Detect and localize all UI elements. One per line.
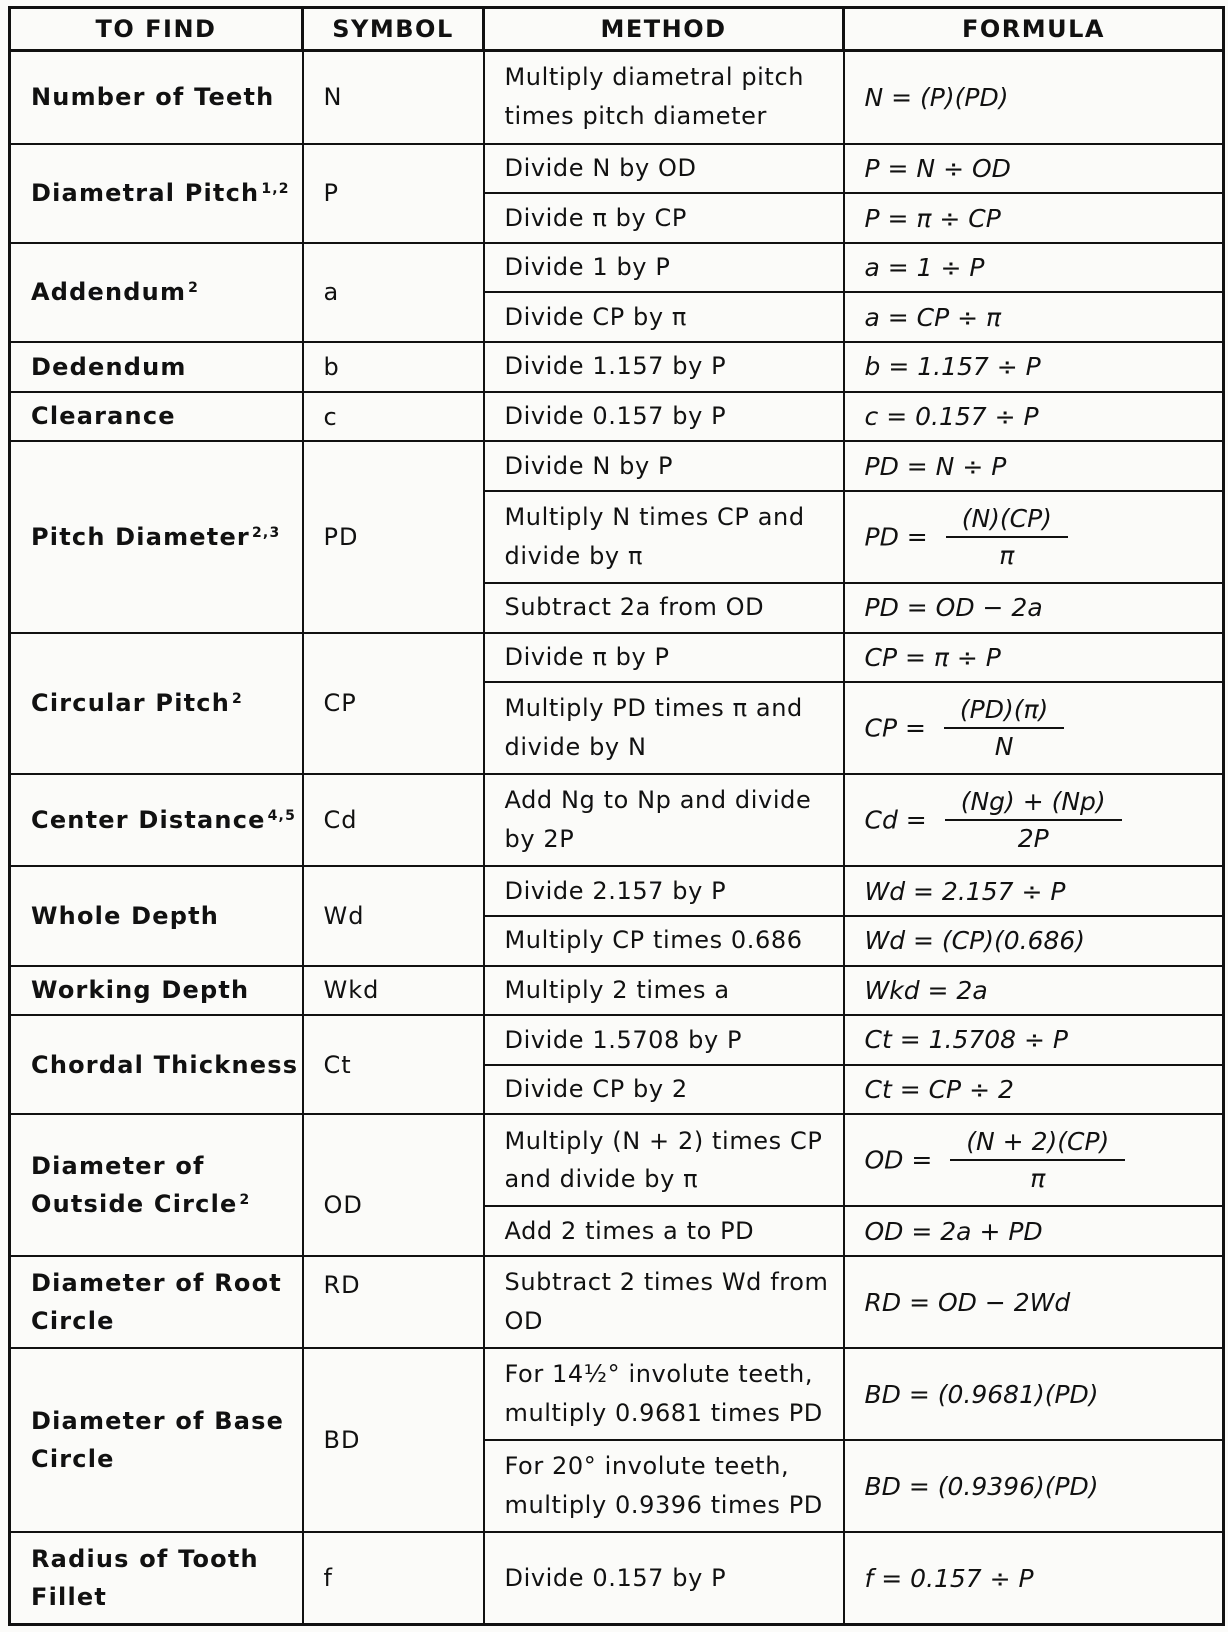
fraction-denominator: 2P bbox=[1017, 824, 1049, 854]
formula-cell: a = CP ÷ π bbox=[844, 292, 1224, 342]
formula-lhs: Cd = bbox=[864, 805, 927, 835]
method-cell: Subtract 2 times Wd from OD bbox=[484, 1256, 844, 1348]
to-find-cell: Addendum $^2$ bbox=[10, 243, 303, 342]
to-find-cell: Diametral Pitch $^{1,2}$ bbox=[10, 144, 303, 243]
fraction-numerator: (N + 2)(CP) bbox=[950, 1127, 1125, 1161]
formula-cell: P = π ÷ CP bbox=[844, 193, 1224, 243]
formula-cell: f = 0.157 ÷ P bbox=[844, 1532, 1224, 1624]
method-cell: Divide N by OD bbox=[484, 144, 844, 194]
symbol-cell: a bbox=[303, 243, 484, 342]
table-row bbox=[10, 1114, 1224, 1206]
fraction bbox=[944, 695, 1064, 761]
to-find-cell: Pitch Diameter $^{2,3}$ bbox=[10, 441, 303, 632]
fraction-numerator: (N)(CP) bbox=[946, 504, 1068, 538]
formula-cell bbox=[844, 491, 1224, 583]
formula-cell: Wd = (CP)(0.686) bbox=[844, 916, 1224, 966]
symbol-cell: BD bbox=[303, 1348, 484, 1532]
formula-cell: c = 0.157 ÷ P bbox=[844, 392, 1224, 442]
table-row bbox=[10, 1256, 1224, 1348]
symbol-cell: Cd bbox=[303, 774, 484, 866]
method-cell: Multiply diametral pitch times pitch diameter bbox=[484, 51, 844, 144]
symbol-cell: b bbox=[303, 342, 484, 392]
method-cell: Divide 1 by P bbox=[484, 243, 844, 293]
footnote-ref: 2 bbox=[232, 691, 243, 708]
header-symbol: SYMBOL bbox=[303, 8, 484, 51]
to-find-cell: Chordal Thickness bbox=[10, 1015, 303, 1114]
footnote-ref: 2,3 bbox=[251, 524, 281, 541]
method-cell: For 20° involute teeth, multiply 0.9396 times PD bbox=[484, 1440, 844, 1532]
method-cell: Multiply N times CP and divide by π bbox=[484, 491, 844, 583]
to-find-cell: Circular Pitch $^2$ bbox=[10, 633, 303, 775]
formula-cell: CP = π ÷ P bbox=[844, 633, 1224, 683]
fraction-denominator: π bbox=[1030, 1164, 1046, 1194]
header-to-find: TO FIND bbox=[10, 8, 303, 51]
to-find-cell: Diameter of Root Circle bbox=[10, 1256, 303, 1348]
symbol-cell: N bbox=[303, 51, 484, 144]
table-row bbox=[10, 1348, 1224, 1440]
table-row bbox=[10, 1532, 1224, 1624]
footnote-ref: 2 bbox=[239, 1192, 251, 1209]
table-row bbox=[10, 441, 1224, 491]
formula-cell bbox=[844, 682, 1224, 774]
method-cell: Divide 1.5708 by P bbox=[484, 1015, 844, 1065]
formula-cell: PD = OD − 2a bbox=[844, 583, 1224, 633]
fraction bbox=[950, 1127, 1125, 1193]
footnote-ref: 2 bbox=[188, 280, 200, 297]
method-cell: Divide 1.157 by P bbox=[484, 342, 844, 392]
table-row bbox=[10, 774, 1224, 866]
symbol-cell: Wkd bbox=[303, 966, 484, 1016]
method-cell: Divide 0.157 by P bbox=[484, 1532, 844, 1624]
fraction-numerator: (Ng) + (Np) bbox=[945, 787, 1122, 821]
formula-lhs: CP = bbox=[864, 713, 926, 743]
method-cell: Divide CP by π bbox=[484, 292, 844, 342]
method-cell: Divide N by P bbox=[484, 441, 844, 491]
method-cell: Add Ng to Np and divide by 2P bbox=[484, 774, 844, 866]
table-row bbox=[10, 392, 1224, 442]
symbol-cell: c bbox=[303, 392, 484, 442]
table-row bbox=[10, 144, 1224, 194]
formula-lhs: PD = bbox=[864, 522, 928, 552]
table-row bbox=[10, 243, 1224, 293]
method-cell: Multiply PD times π and divide by N bbox=[484, 682, 844, 774]
symbol-cell: Ct bbox=[303, 1015, 484, 1114]
table-row bbox=[10, 966, 1224, 1016]
method-cell: Divide π by CP bbox=[484, 193, 844, 243]
table-row bbox=[10, 1015, 1224, 1065]
fraction bbox=[946, 504, 1068, 570]
symbol-cell: Wd bbox=[303, 866, 484, 965]
header-row bbox=[10, 8, 1224, 51]
formula-cell: P = N ÷ OD bbox=[844, 144, 1224, 194]
formula-cell: RD = OD − 2Wd bbox=[844, 1256, 1224, 1348]
method-cell: Subtract 2a from OD bbox=[484, 583, 844, 633]
method-cell: Divide π by P bbox=[484, 633, 844, 683]
formula-cell: N = (P)(PD) bbox=[844, 51, 1224, 144]
formula-cell bbox=[844, 774, 1224, 866]
formula-cell: Wd = 2.157 ÷ P bbox=[844, 866, 1224, 916]
formula-cell: BD = (0.9681)(PD) bbox=[844, 1348, 1224, 1440]
method-cell: Multiply 2 times a bbox=[484, 966, 844, 1016]
to-find-cell: Dedendum bbox=[10, 342, 303, 392]
symbol-cell: CP bbox=[303, 633, 484, 775]
formula-cell: PD = N ÷ P bbox=[844, 441, 1224, 491]
symbol-cell: f bbox=[303, 1532, 484, 1624]
fraction-denominator: N bbox=[994, 732, 1014, 762]
to-find-cell: Diameter of Base Circle bbox=[10, 1348, 303, 1532]
footnote-ref: 1,2 bbox=[261, 180, 290, 197]
method-cell: Add 2 times a to PD bbox=[484, 1206, 844, 1256]
symbol-cell: PD bbox=[303, 441, 484, 632]
table-row bbox=[10, 633, 1224, 683]
formula-lhs: OD = bbox=[864, 1145, 933, 1175]
table-row bbox=[10, 866, 1224, 916]
header-formula: FORMULA bbox=[844, 8, 1224, 51]
fraction bbox=[945, 787, 1122, 853]
fraction-numerator: (PD)(π) bbox=[944, 695, 1064, 729]
to-find-cell: Diameter of Outside Circle $^2$ bbox=[10, 1114, 303, 1256]
formula-cell: b = 1.157 ÷ P bbox=[844, 342, 1224, 392]
method-cell: Multiply CP times 0.686 bbox=[484, 916, 844, 966]
footnote-ref: 4,5 bbox=[267, 808, 297, 825]
symbol-cell: OD bbox=[303, 1114, 484, 1256]
gear-formula-table bbox=[8, 6, 1225, 1626]
method-cell: Divide CP by 2 bbox=[484, 1065, 844, 1115]
to-find-cell: Number of Teeth bbox=[10, 51, 303, 144]
to-find-cell: Working Depth bbox=[10, 966, 303, 1016]
table-row bbox=[10, 342, 1224, 392]
to-find-cell: Clearance bbox=[10, 392, 303, 442]
to-find-cell: Whole Depth bbox=[10, 866, 303, 965]
formula-cell: OD = 2a + PD bbox=[844, 1206, 1224, 1256]
method-cell: For 14½° involute teeth, multiply 0.9681 times PD bbox=[484, 1348, 844, 1440]
fraction-denominator: π bbox=[999, 540, 1015, 570]
symbol-cell: P bbox=[303, 144, 484, 243]
formula-cell bbox=[844, 1114, 1224, 1206]
method-cell: Multiply (N + 2) times CP and divide by π bbox=[484, 1114, 844, 1206]
formula-cell: a = 1 ÷ P bbox=[844, 243, 1224, 293]
symbol-cell: RD bbox=[303, 1256, 484, 1348]
formula-cell: Ct = 1.5708 ÷ P bbox=[844, 1015, 1224, 1065]
formula-cell: BD = (0.9396)(PD) bbox=[844, 1440, 1224, 1532]
method-cell: Divide 0.157 by P bbox=[484, 392, 844, 442]
formula-cell: Ct = CP ÷ 2 bbox=[844, 1065, 1224, 1115]
method-cell: Divide 2.157 by P bbox=[484, 866, 844, 916]
table-row bbox=[10, 51, 1224, 144]
formula-cell: Wkd = 2a bbox=[844, 966, 1224, 1016]
to-find-cell: Radius of Tooth Fillet bbox=[10, 1532, 303, 1624]
header-method: METHOD bbox=[484, 8, 844, 51]
to-find-cell: Center Distance $^{4,5}$ bbox=[10, 774, 303, 866]
